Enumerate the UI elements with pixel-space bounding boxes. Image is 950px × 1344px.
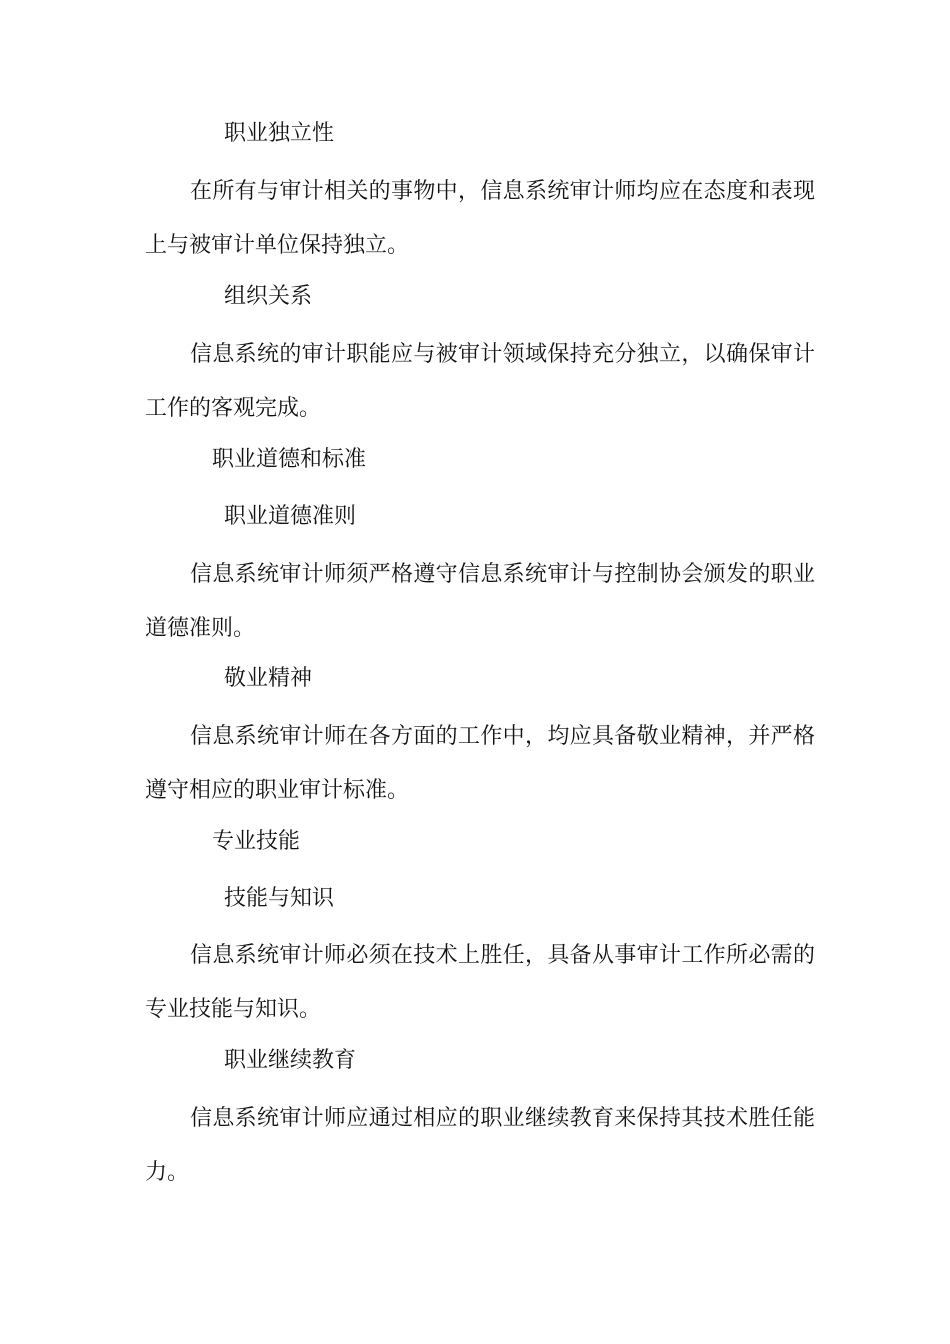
paragraph-code-of-ethics: 信息系统审计师须严格遵守信息系统审计与控制协会颁发的职业道德准则。 bbox=[145, 562, 815, 641]
paragraph-continuing-education: 信息系统审计师应通过相应的职业继续教育来保持其技术胜任能力。 bbox=[145, 1106, 815, 1185]
paragraph-skills-and-knowledge: 信息系统审计师必须在技术上胜任，具备从事审计工作所必需的专业技能与知识。 bbox=[145, 943, 815, 1022]
heading-ethics-and-standards: 职业道德和标准 bbox=[212, 447, 367, 472]
paragraph-professional-independence: 在所有与审计相关的事物中，信息系统审计师均应在态度和表现上与被审计单位保持独立。 bbox=[145, 179, 815, 258]
heading-code-of-ethics: 职业道德准则 bbox=[224, 504, 357, 529]
paragraph-professionalism: 信息系统审计师在各方面的工作中，均应具备敬业精神，并严格遵守相应的职业审计标准。 bbox=[145, 724, 815, 803]
paragraph-organizational-relationship: 信息系统的审计职能应与被审计领域保持充分独立，以确保审计工作的客观完成。 bbox=[145, 342, 815, 421]
heading-professional-independence: 职业独立性 bbox=[224, 121, 335, 146]
heading-organizational-relationship: 组织关系 bbox=[224, 284, 313, 309]
heading-professional-skills: 专业技能 bbox=[212, 829, 301, 854]
heading-skills-and-knowledge: 技能与知识 bbox=[224, 886, 335, 911]
heading-professionalism: 敬业精神 bbox=[224, 666, 313, 691]
heading-continuing-education: 职业继续教育 bbox=[224, 1048, 357, 1073]
